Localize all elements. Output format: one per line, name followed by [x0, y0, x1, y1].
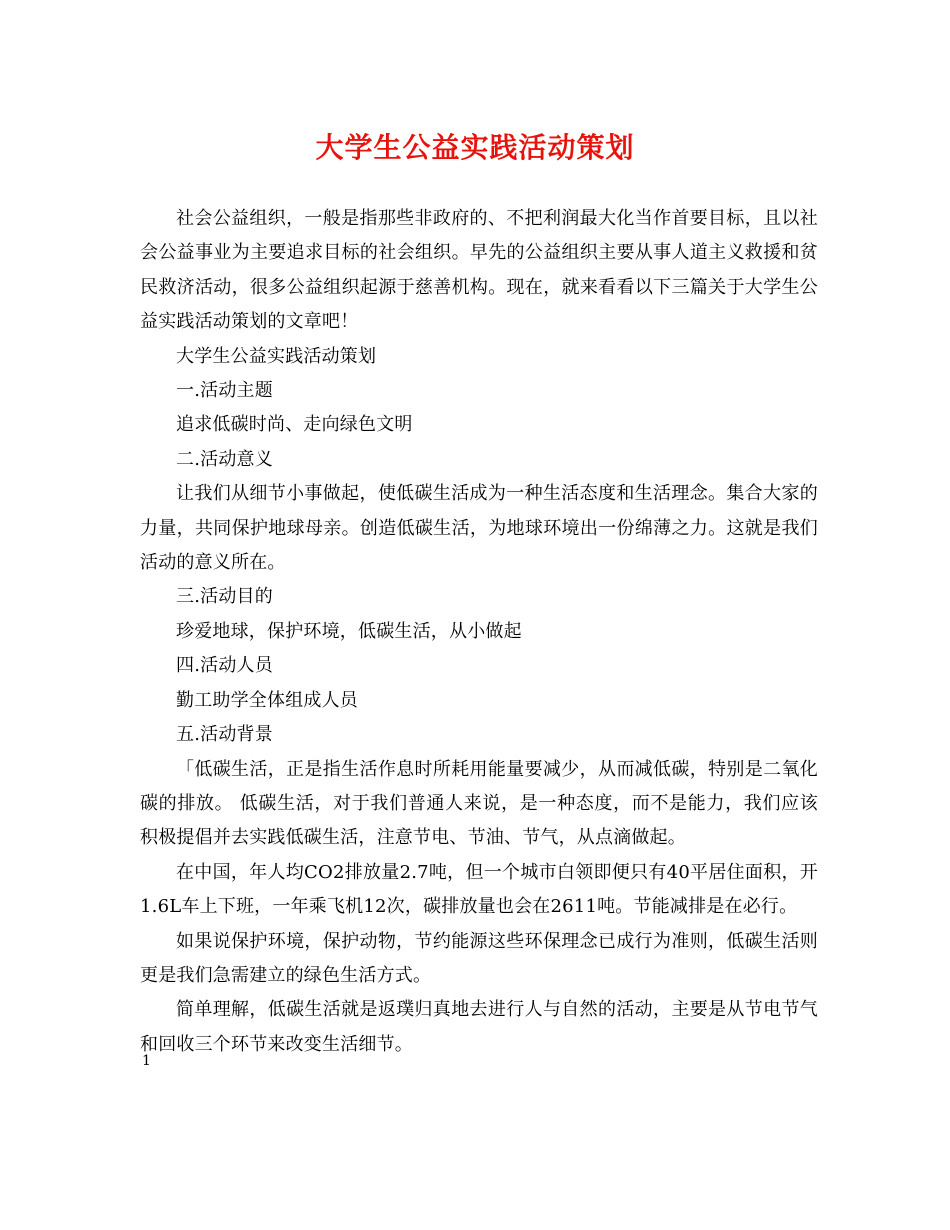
paragraph-background-4: 简单理解，低碳生活就是返璞归真地去进行人与自然的活动，主要是从节电节气和回收三个环节来改变生活细节。: [140, 999, 818, 1055]
paragraph-personnel: 勤工助学全体组成人员: [176, 689, 358, 711]
paragraph-theme: 追求低碳时尚、走向绿色文明: [176, 414, 413, 436]
paragraph-subtitle: 大学生公益实践活动策划: [176, 345, 377, 367]
document-body: [140, 202, 818, 1062]
paragraph-background-3: 如果说保护环境，保护动物，节约能源这些环保理念已成行为准则，低碳生活则更是我们急需建立的绿色生活方式。: [140, 930, 818, 986]
section-heading-significance: 二.活动意义: [176, 448, 273, 470]
section-heading-background: 五.活动背景: [176, 724, 273, 746]
page-number: 1: [142, 1053, 151, 1069]
section-heading-personnel: 四.活动人员: [176, 655, 273, 677]
section-heading-purpose: 三.活动目的: [176, 586, 273, 608]
document-title: 大学生公益实践活动策划: [315, 131, 635, 164]
paragraph-significance: 让我们从细节小事做起，使低碳生活成为一种生活态度和生活理念。集合大家的力量，共同保护地球母亲。创造低碳生活，为地球环境出一份绵薄之力。这就是我们活动的意义所在。: [140, 483, 818, 574]
paragraph-background-1: 「低碳生活，正是指生活作息时所耗用能量要减少，从而减低碳，特别是二氧化碳的排放。 低碳生活，对于我们普通人来说，是一种态度，而不是能力，我们应该积极提倡并去实践低碳生活，注意节电、节油、节气，从点滴做起。: [140, 758, 818, 849]
paragraph-background-2: 在中国，年人均CO2排放量2.7吨，但一个城市白领即便只有40平居住面积，开1.6L车上下班，一年乘飞机12次，碳排放量也会在2611吨。节能减排是在必行。: [140, 861, 818, 918]
paragraph-purpose: 珍爱地球，保护环境，低碳生活，从小做起: [176, 620, 522, 642]
paragraph-intro: 社会公益组织，一般是指那些非政府的、不把利润最大化当作首要目标，且以社会公益事业为主要追求目标的社会组织。早先的公益组织主要从事人道主义救援和贫民救济活动，很多公益组织起源于慈善机构。现在，就来看看以下三篇关于大学生公益实践活动策划的文章吧！: [140, 208, 818, 333]
section-heading-theme: 一.活动主题: [176, 380, 273, 402]
